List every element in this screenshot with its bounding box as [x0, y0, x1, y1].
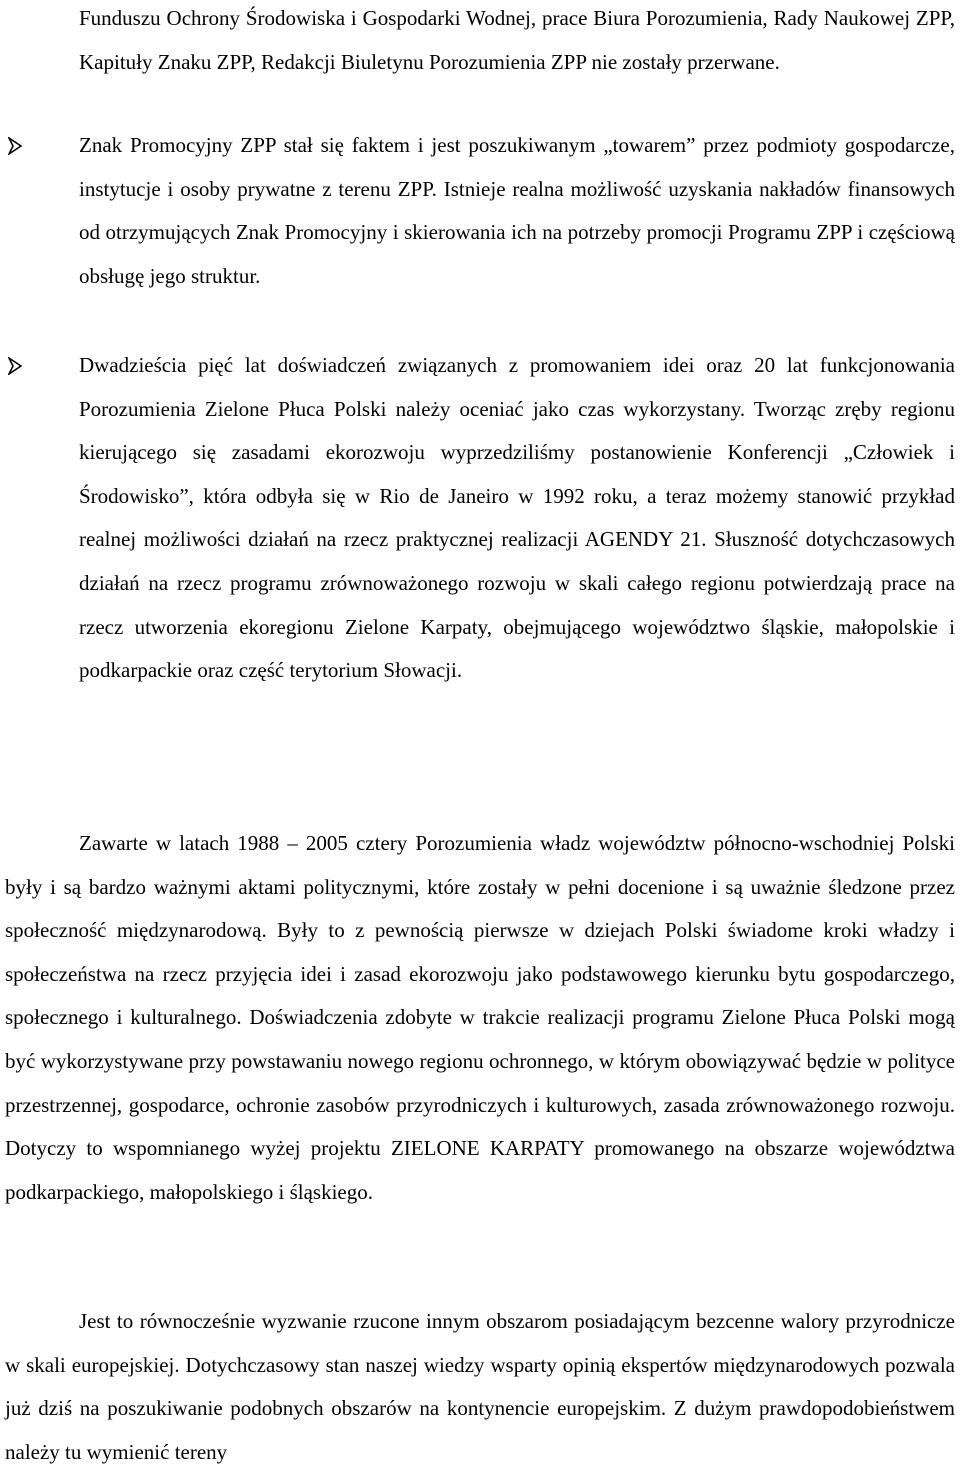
paragraph-challenge: Jest to równocześnie wyzwanie rzucone innym obszarom posiadającym bezcenne walory przyrodnicze w skali europejskiej. Dotychczasowy stan naszej wiedzy wsparty opinią ekspertów międzynarodowych pozwala już dziś na poszukiwanie podobnych obszarów na kontynencie europejskim. Z dużym prawdopodobieństwem należy tu wymienić tereny — [5, 1309, 955, 1464]
continuation-text: Funduszu Ochrony Środowiska i Gospodarki Wodnej, prace Biura Porozumienia, Rady Naukowej ZPP, Kapituły Znaku ZPP, Redakcji Biuletynu Porozumienia ZPP nie zostały przerwane. — [79, 6, 955, 74]
paragraph-agreements: Zawarte w latach 1988 – 2005 cztery Porozumienia władz województw północno-wschodniej Polski były i są bardzo ważnymi aktami politycznymi, które zostały w pełni docenione i są uważnie śledzone przez społeczność międzynarodową. Były to z pewnością pierwsze w dziejach Polski świadome kroki władzy i społeczeństwa na rzecz przyjęcia idei i zasad ekorozwoju jako podstawowego kierunku bytu gospodarczego, społecznego i kulturalnego. Doświadczenia zdobyte w trakcie realizacji programu Zielone Płuca Polski mogą być wykorzystywane przy powstawaniu nowego regionu ochronnego, w którym obowiązywać będzie w polityce przestrzennej, gospodarce, ochronie zasobów przyrodniczych i kulturowych, zasada zrównoważonego rozwoju. Dotyczy to wspomnianego wyżej projektu ZIELONE KARPATY promowanego na obszarze województwa podkarpackiego, małopolskiego i śląskiego. — [5, 831, 955, 1204]
bullet-item-twenty-five-years — [0, 344, 960, 784]
bullet-text: Znak Promocyjny ZPP stał się faktem i jest poszukiwanym „towarem” przez podmioty gospodarcze, instytucje i osoby prywatne z terenu ZPP. Istnieje realna możliwość uzyskania nakładów finansowych od otrzymujących Znak Promocyjny i skierowania ich na potrzeby promocji Programu ZPP i częściową obsługę jego struktur. — [79, 133, 955, 288]
bullet-item-promotional-sign — [0, 124, 960, 344]
arrowhead-bullet-icon — [8, 137, 22, 155]
bullet-text: Dwadzieścia pięć lat doświadczeń związanych z promowaniem idei oraz 20 lat funkcjonowania Porozumienia Zielone Płuca Polski należy oceniać jako czas wykorzystany. Tworząc zręby regionu kierującego się zasadami ekorozwoju wyprzedziliśmy postanowienie Konferencji „Człowiek i Środowisko”, która odbyła się w Rio de Janeiro w 1992 roku, a teraz możemy stanowić przykład realnej możliwości działań na rzecz praktycznej realizacji AGENDY 21. Słuszność dotychczasowych działań na rzecz programu zrównoważonego rozwoju w skali całego regionu potwierdzają prace na rzecz utworzenia ekoregionu Zielone Karpaty, obejmującego województwo śląskie, małopolskie i podkarpackie oraz część terytorium Słowacji. — [79, 353, 955, 683]
arrowhead-bullet-icon — [8, 357, 22, 375]
